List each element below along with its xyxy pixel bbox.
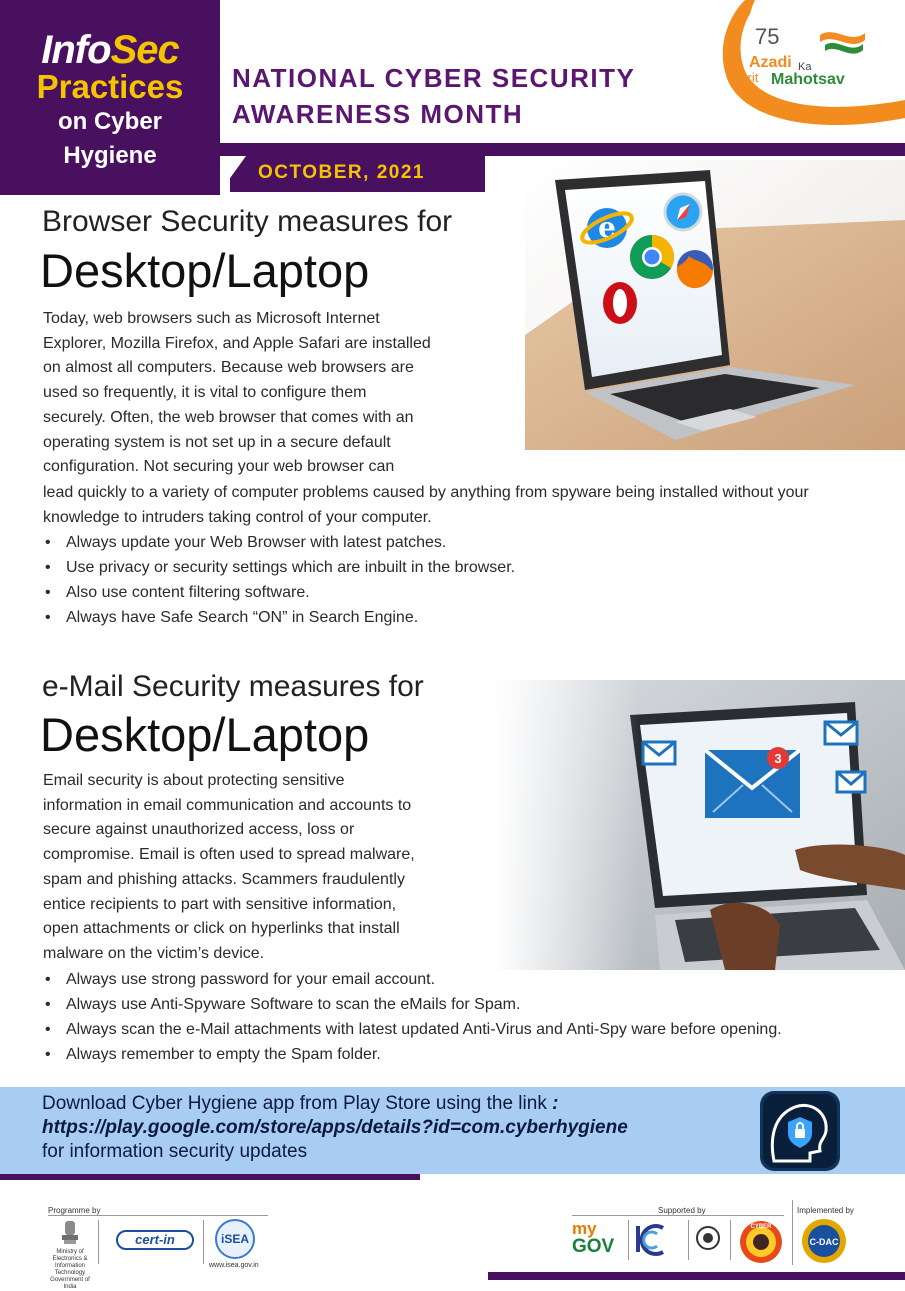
play-store-link[interactable]: https://play.google.com/store/apps/details?id=com.cyberhygiene — [42, 1117, 628, 1138]
chrome-icon — [630, 235, 674, 279]
footer-bottom-bar — [488, 1272, 905, 1280]
footer-separator — [688, 1220, 689, 1260]
svg-text:CYBER: CYBER — [750, 1224, 772, 1230]
browser-para-line: Explorer, Mozilla Firefox, and Apple Safari are installed — [43, 334, 431, 352]
email-para-line: entice recipients to part with sensitive information, — [43, 895, 397, 913]
date-banner-notch — [220, 156, 246, 192]
list-item: • Always use Anti-Spyware Software to scan the eMails for Spam. — [43, 992, 782, 1017]
ministry-emblem-icon — [694, 1224, 722, 1252]
cert-in-logo: cert-in — [116, 1230, 194, 1250]
svg-text:e: e — [598, 211, 616, 244]
opera-icon — [603, 282, 637, 324]
brand-infosec: InfoSec — [41, 28, 179, 72]
browser-paragraph — [43, 307, 458, 480]
list-item: • Also use content filtering software. — [43, 580, 515, 605]
browser-para-line: configuration. Not securing your web browser can — [43, 458, 395, 476]
page-title — [232, 60, 732, 132]
safari-icon — [665, 194, 701, 230]
list-item: • Always use strong password for your email account. — [43, 967, 782, 992]
footer-separator — [792, 1200, 793, 1265]
browser-para-line: used so frequently, it is vital to configure them — [43, 384, 367, 402]
azadi-ka-amrit-mahotsav-logo — [715, 0, 905, 143]
list-item: • Always update your Web Browser with latest patches. — [43, 530, 515, 555]
footer-separator — [628, 1220, 629, 1260]
email-para-line: malware on the victim’s device. — [43, 944, 265, 962]
email-tips-list — [43, 967, 782, 1067]
laptop-browsers-photo — [525, 160, 905, 450]
date-text: OCTOBER, 2021 — [258, 162, 425, 183]
footer-rule — [572, 1215, 784, 1216]
isea-url[interactable]: www.isea.gov.in — [209, 1262, 259, 1269]
email-para-line: compromise. Email is often used to spread malware, — [43, 846, 415, 864]
email-para-line: open attachments or click on hyperlinks that install — [43, 920, 400, 938]
list-item: • Use privacy or security settings which are inbuilt in the browser. — [43, 555, 515, 580]
footer-divider — [0, 1174, 420, 1180]
azadi-mahotsav: Mahotsav — [771, 71, 845, 88]
list-item: • Always remember to empty the Spam folder. — [43, 1042, 782, 1067]
azadi-word: Azadi — [749, 54, 792, 71]
email-para-line: Email security is about protecting sensitive — [43, 772, 345, 789]
browser-section-title: Desktop/Laptop — [40, 244, 370, 297]
ministry-name: Ministry of Electronics & Information Technology Government of India — [50, 1249, 90, 1290]
browser-tips-list — [43, 530, 515, 630]
header-divider — [220, 143, 905, 156]
footer-separator — [98, 1220, 99, 1264]
footer-rule — [48, 1215, 268, 1216]
email-para-line: information in email communication and accounts to — [43, 796, 412, 814]
browser-para-line: Today, web browsers such as Microsoft Internet — [43, 310, 380, 327]
browser-paragraph-continued: lead quickly to a variety of computer problems caused by anything from spyware being installed without your knowledge to intruders taking control of your computer. — [43, 484, 809, 526]
cyber-hygiene-app-icon[interactable] — [760, 1091, 840, 1171]
brand-hygiene: Hygiene — [63, 142, 157, 169]
ic-logo — [633, 1222, 683, 1258]
brand-practices: Practices — [36, 68, 184, 105]
browser-para-line: securely. Often, the web browser that comes with an — [43, 408, 414, 426]
download-instruction: Download Cyber Hygiene app from Play Store using the link : — [42, 1093, 559, 1114]
azadi-amrit: Amrit — [728, 70, 759, 85]
azadi-75: 75 — [755, 24, 780, 49]
email-para-line: spam and phishing attacks. Scammers fraudulently — [43, 870, 405, 888]
list-item: • Always scan the e-Mail attachments with latest updated Anti-Virus and Anti-Spy ware before opening. — [43, 1017, 782, 1042]
firefox-icon — [677, 250, 713, 288]
email-paragraph — [43, 769, 465, 967]
programme-by-label: Programme by — [48, 1206, 101, 1215]
browser-section-subtitle: Browser Security measures for — [42, 205, 453, 238]
download-purpose: for information security updates — [42, 1141, 308, 1162]
page-title-line-2: AWARENESS MONTH — [232, 99, 524, 129]
email-section-title: Desktop/Laptop — [40, 708, 370, 761]
azadi-ka: Ka — [798, 61, 812, 73]
cdac-seal-logo — [800, 1217, 848, 1265]
supported-by-label: Supported by — [658, 1206, 706, 1215]
email-section-subtitle: e-Mail Security measures for — [42, 670, 424, 703]
mygov-logo: my GOV — [572, 1219, 615, 1257]
list-item: • Always have Safe Search “ON” in Search Engine. — [43, 605, 515, 630]
cyber-dost-logo — [738, 1219, 784, 1265]
isea-logo: iSEA — [215, 1219, 255, 1259]
brand-on-cyber: on Cyber — [57, 108, 162, 135]
national-emblem-icon — [55, 1217, 85, 1247]
svg-text:C-DAC: C-DAC — [809, 1237, 839, 1247]
browser-para-line: on almost all computers. Because web browsers are — [43, 359, 414, 377]
email-laptop-photo — [495, 680, 905, 970]
email-para-line: secure against unauthorized access, loss or — [43, 821, 355, 839]
implemented-by-label: Implemented by — [797, 1206, 854, 1215]
browser-para-line: operating system is not set up in a secure default — [43, 433, 391, 451]
page-title-line-1: NATIONAL CYBER SECURITY — [232, 63, 636, 93]
footer-separator — [730, 1220, 731, 1260]
footer-separator — [203, 1220, 204, 1264]
